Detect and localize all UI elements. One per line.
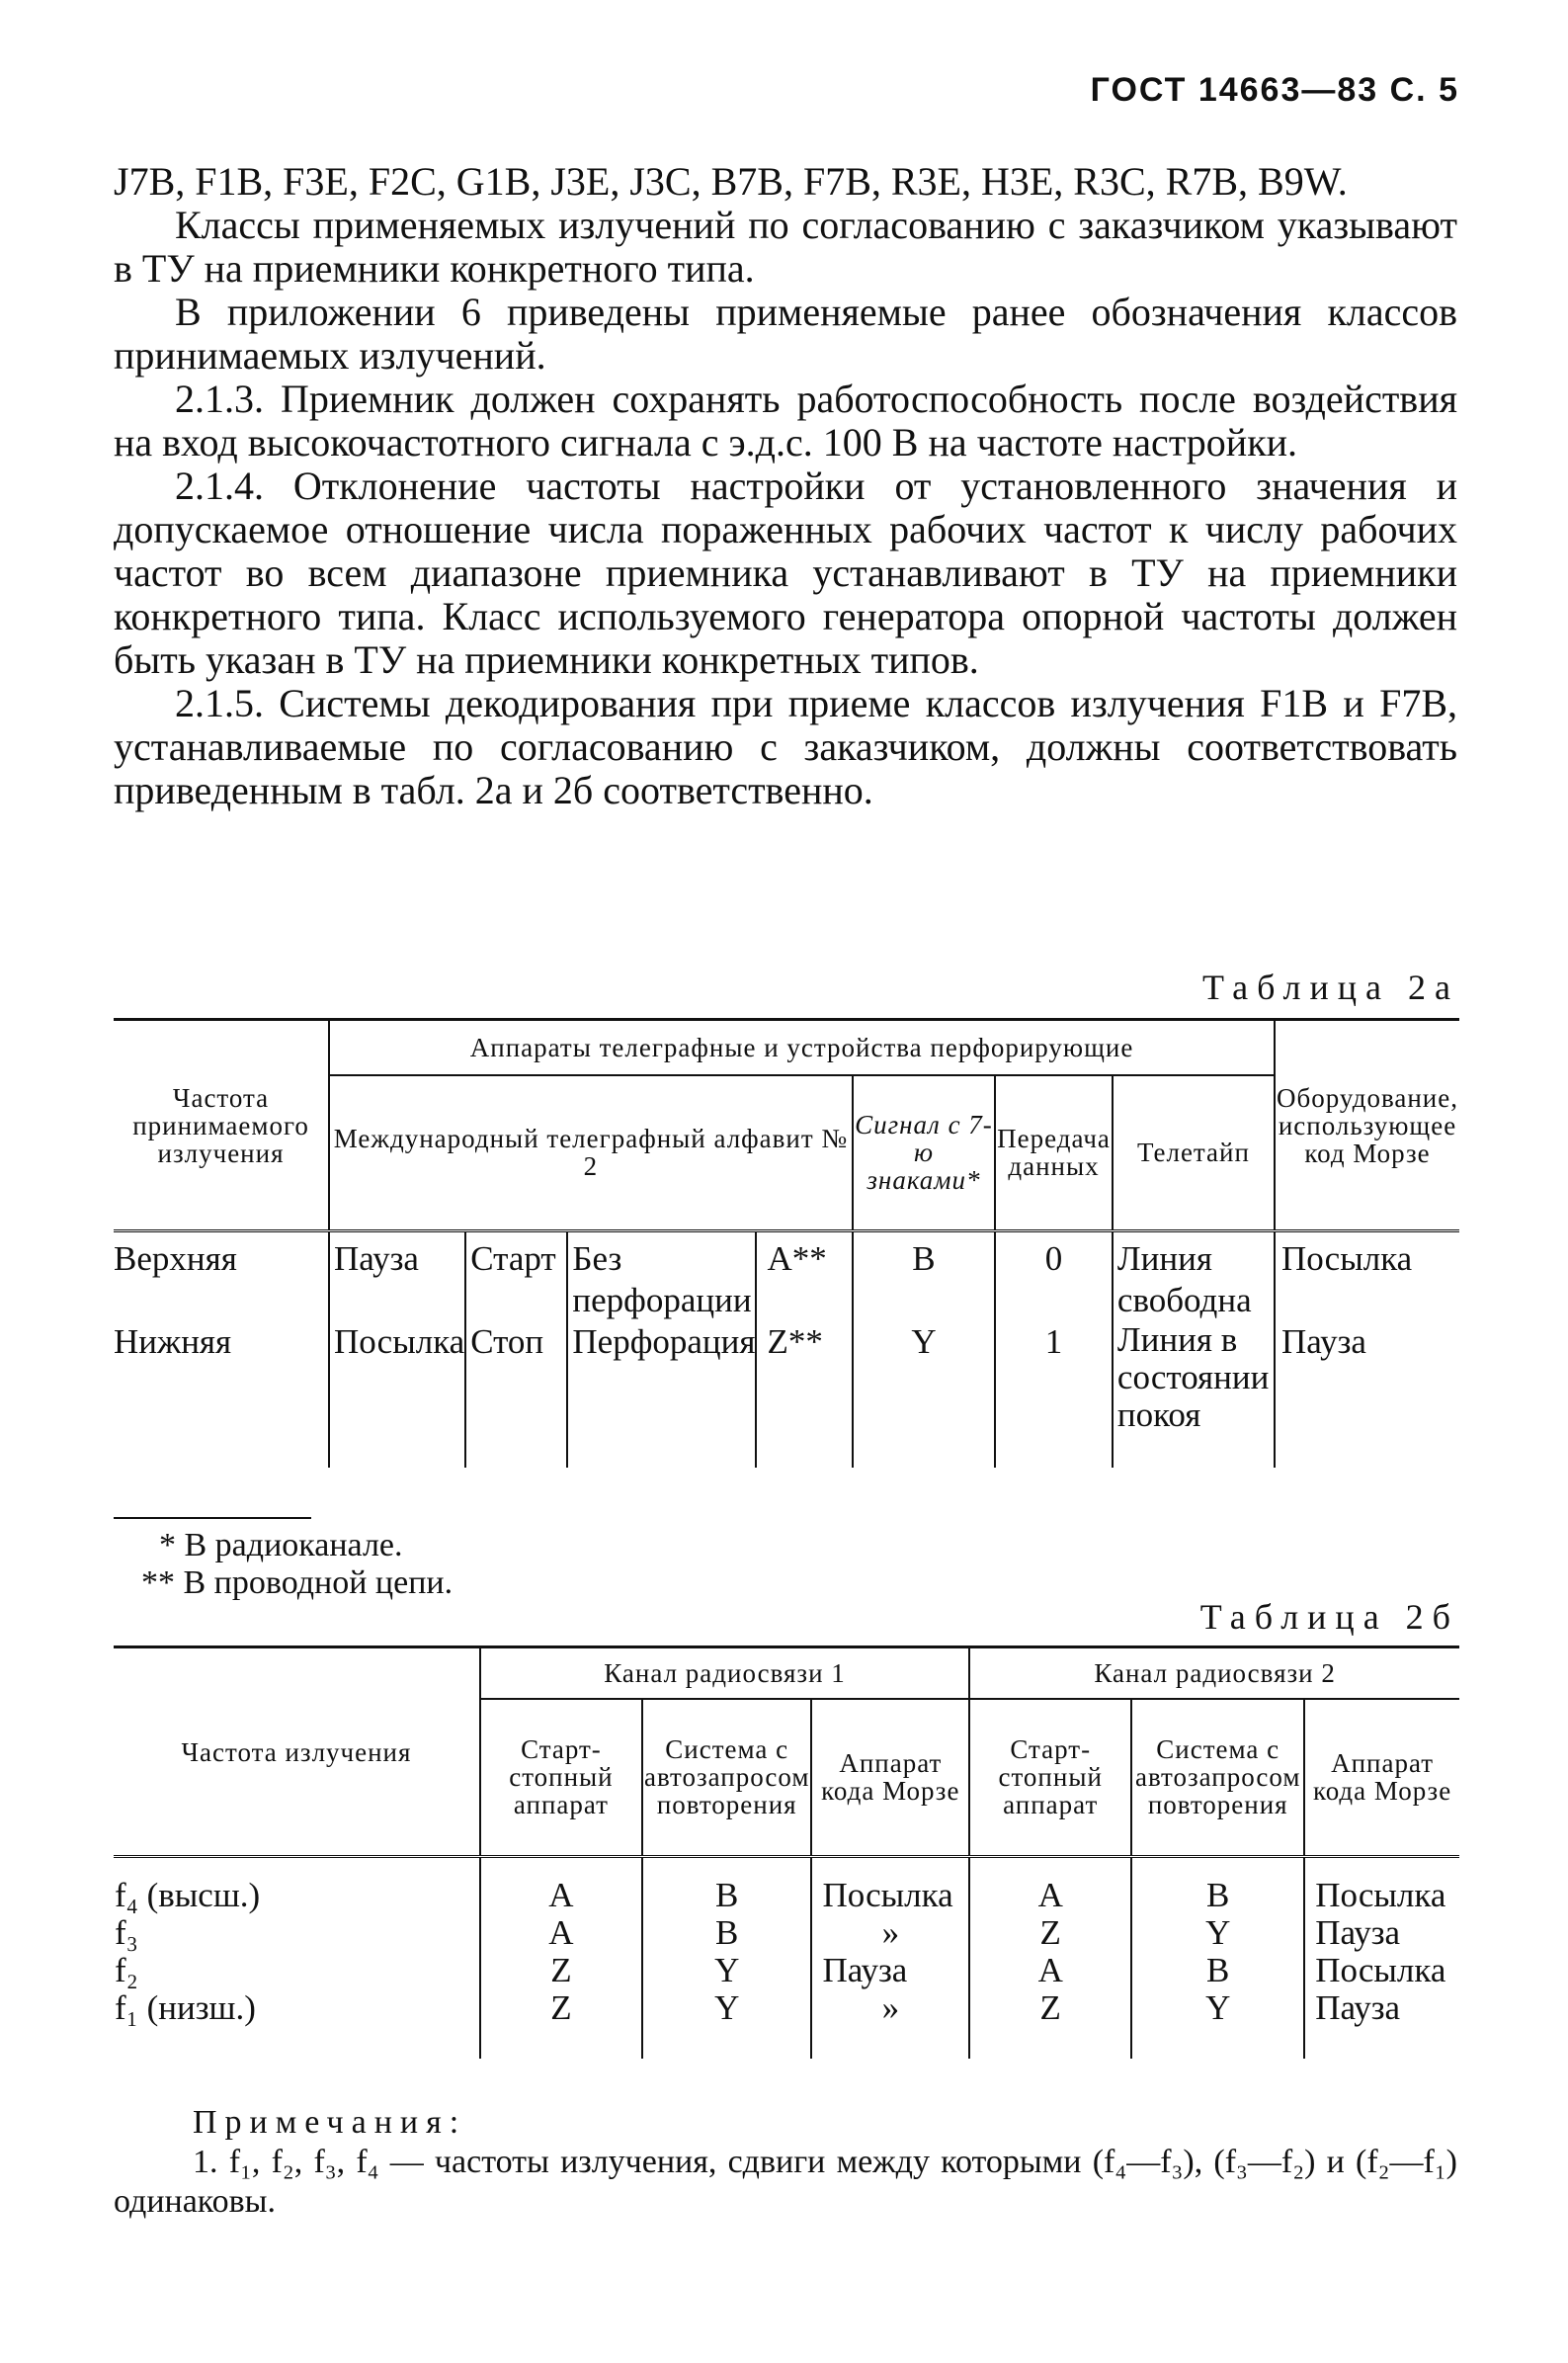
- header-arq-2: Система с автозапросом повторения: [1131, 1699, 1304, 1857]
- cell: A: [969, 1857, 1131, 1915]
- cell: Пауза: [811, 1952, 969, 1989]
- table-row: [114, 1321, 1459, 1468]
- cell: A: [969, 1952, 1131, 1989]
- cell: Y: [1131, 1914, 1304, 1952]
- table-row: [114, 1989, 1459, 2059]
- footnote-2: ** В проводной цепи.: [141, 1564, 454, 1601]
- header-channel-2: Канал радиосвязи 2: [969, 1647, 1459, 1699]
- paragraph: 2.1.5. Системы декодирования при приеме классов излучения F1B и F7B, устанавливаемые по согласованию с заказчиком, должны соответствовать приведенным в табл. 2а и 2б соответственно.: [114, 681, 1457, 812]
- header-morse: Оборудование, использующее код Морзе: [1275, 1020, 1459, 1231]
- cell: Пауза: [1315, 1988, 1401, 2027]
- cell: B: [642, 1857, 811, 1915]
- cell: A: [480, 1914, 642, 1952]
- paragraph: В приложении 6 приведены применяемые ранее обозначения классов принимаемых излучений.: [114, 290, 1457, 378]
- cell: Z: [480, 1989, 642, 2059]
- table-row: [114, 1952, 1459, 1989]
- footnote-divider: [114, 1517, 311, 1519]
- header-ita2: Международный телеграфный алфавит № 2: [329, 1075, 853, 1231]
- cell: Верхняя: [114, 1231, 329, 1322]
- cell: A**: [756, 1231, 852, 1322]
- header-channel-1: Канал радиосвязи 1: [480, 1647, 969, 1699]
- cell: B: [853, 1231, 995, 1322]
- cell: Старт: [465, 1231, 567, 1322]
- table-row: [114, 1914, 1459, 1952]
- header-signal7: Сигнал с 7-ю знаками*: [853, 1075, 995, 1231]
- paragraph: 2.1.4. Отклонение частоты настройки от установленного значения и допускаемое отношение числа пораженных рабочих частот к числу рабочих частот во всем диапазоне приемника устанавливают в ТУ на приемники конкретного типа. Класс используемого генератора опорной частоты должен быть указан в ТУ на приемники конкретных типов.: [114, 464, 1457, 682]
- cell: B: [642, 1914, 811, 1952]
- header-data: Передача данных: [995, 1075, 1113, 1231]
- footnote: [114, 1527, 453, 1602]
- cell: Y: [642, 1952, 811, 1989]
- table-row: [114, 1857, 1459, 1915]
- cell: Линия свободна: [1113, 1231, 1275, 1322]
- header-startstop-2: Старт-стопный аппарат: [969, 1699, 1131, 1857]
- paragraph: J7B, F1B, F3E, F2C, G1B, J3E, J3C, B7B, F7B, R3E, H3E, R3C, R7B, B9W.: [114, 159, 1348, 204]
- cell: f₃: [114, 1914, 480, 1952]
- body-text: [114, 160, 1457, 812]
- table-2b-caption: Таблица 2б: [1199, 1597, 1459, 1637]
- cell: Стоп: [465, 1321, 567, 1468]
- table-row: [114, 1231, 1459, 1322]
- cell: Посылка: [1315, 1951, 1446, 1989]
- cell: f₄ (высш.): [114, 1857, 480, 1915]
- cell: 0: [995, 1231, 1113, 1322]
- cell: Посылка: [329, 1321, 465, 1468]
- cell: Линия в состоянии покоя: [1113, 1321, 1275, 1468]
- cell: »: [811, 1989, 969, 2059]
- cell: f₁ (низш.): [114, 1989, 480, 2059]
- cell: Пауза: [1315, 1913, 1401, 1952]
- cell: Z: [969, 1914, 1131, 1952]
- paragraph: Классы применяемых излучений по согласованию с заказчиком указывают в ТУ на приемники конкретного типа.: [114, 203, 1457, 291]
- cell: Посылка: [1281, 1239, 1413, 1278]
- header-frequency: Частота принимаемого излучения: [114, 1020, 329, 1231]
- cell: Пауза: [329, 1231, 465, 1322]
- cell: Y: [853, 1321, 995, 1468]
- cell: »: [811, 1914, 969, 1952]
- header-teletype: Телетайп: [1113, 1075, 1275, 1231]
- cell: B: [1131, 1952, 1304, 1989]
- cell: Посылка: [811, 1857, 969, 1915]
- cell: Z**: [756, 1321, 852, 1468]
- header-group: Аппараты телеграфные и устройства перфорирующие: [329, 1020, 1275, 1075]
- cell: A: [480, 1857, 642, 1915]
- cell: Пауза: [1281, 1322, 1366, 1361]
- cell: f₂: [114, 1952, 480, 1989]
- table-2a: [114, 1018, 1459, 1468]
- cell: 1: [995, 1321, 1113, 1468]
- cell: Y: [642, 1989, 811, 2059]
- cell: Z: [480, 1952, 642, 1989]
- cell: Z: [969, 1989, 1131, 2059]
- header-frequency: Частота излучения: [114, 1647, 480, 1857]
- header-morse-1: Аппарат кода Морзе: [811, 1699, 969, 1857]
- footnote-1: * В радиоканале.: [159, 1527, 403, 1563]
- table-2b: [114, 1646, 1459, 2059]
- cell: Нижняя: [114, 1321, 329, 1468]
- cell: Y: [1131, 1989, 1304, 2059]
- notes: [114, 2103, 1457, 2222]
- note-item: 1. f₁, f₂, f₃, f₄ — частоты излучения, сдвиги между которыми (f₄—f₃), (f₃—f₂) и (f₂—f₁) одинаковы.: [114, 2144, 1457, 2220]
- paragraph: 2.1.3. Приемник должен сохранять работоспособность после воздействия на вход высокочастотного сигнала с э.д.с. 100 В на частоте настройки.: [114, 377, 1457, 464]
- notes-title: Примечания:: [193, 2104, 467, 2141]
- page-header: ГОСТ 14663—83 С. 5: [1090, 71, 1459, 109]
- cell: B: [1131, 1857, 1304, 1915]
- table-2a-caption: Таблица 2а: [1202, 968, 1459, 1007]
- cell: Перфорация: [567, 1321, 756, 1468]
- cell: Без перфорации: [567, 1231, 756, 1322]
- header-morse-2: Аппарат кода Морзе: [1304, 1699, 1459, 1857]
- header-arq-1: Система с автозапросом повторения: [642, 1699, 811, 1857]
- header-startstop-1: Старт-стопный аппарат: [480, 1699, 642, 1857]
- cell: Посылка: [1315, 1876, 1446, 1914]
